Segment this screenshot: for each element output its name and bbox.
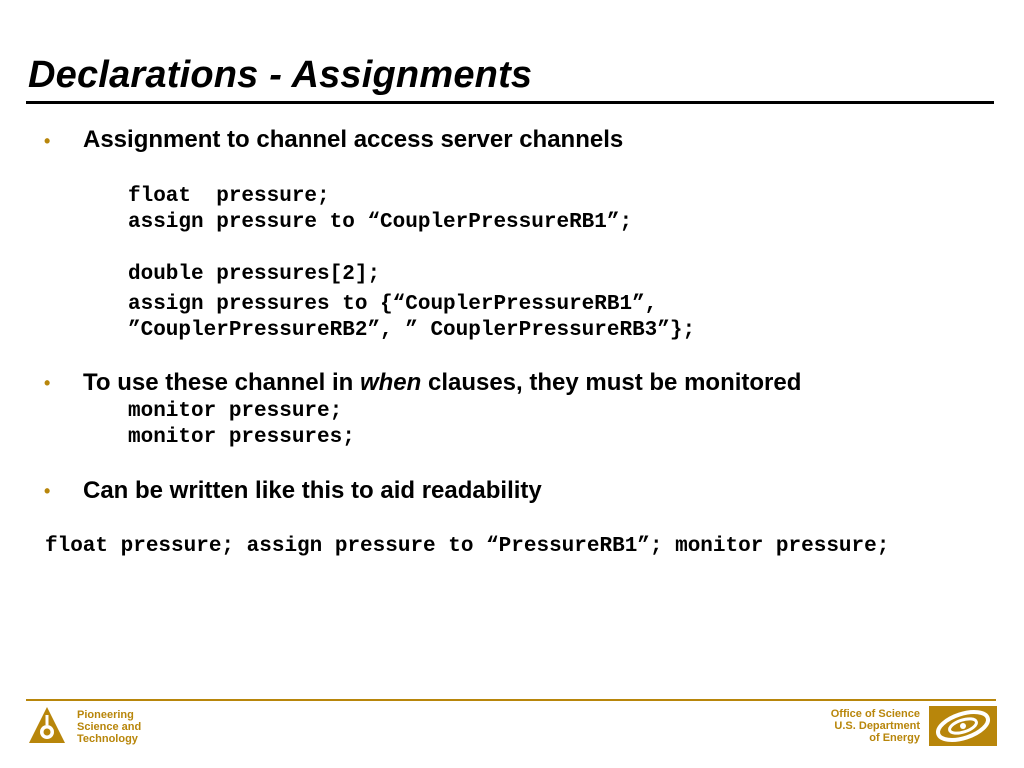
bullet-icon: •	[44, 131, 51, 151]
title-divider	[26, 101, 994, 104]
footer-left-line: Technology	[77, 733, 138, 745]
bullet-2-text-start: To use these channel in	[83, 369, 360, 396]
slide-title: Declarations - Assignments	[28, 54, 533, 96]
code-line: assign pressures to {“CouplerPressureRB1”,	[128, 293, 658, 316]
code-line: ”CouplerPressureRB2”, ” CouplerPressureRB3”};	[128, 319, 696, 342]
code-line: double pressures[2];	[128, 263, 381, 286]
footer-divider	[26, 699, 996, 701]
bullet-2-emphasis: when	[359, 369, 422, 396]
bullet-1-text: Assignment to channel access server channels	[83, 126, 624, 153]
footer-right-line: Office of Science	[830, 708, 920, 720]
bullet-2-text	[83, 369, 801, 397]
argonne-logo-icon	[27, 705, 67, 745]
footer-left-line: Science and	[77, 721, 142, 733]
code-line: monitor pressures;	[128, 426, 355, 449]
code-line: float pressure; assign pressure to “PressureRB1”; monitor pressure;	[45, 535, 890, 558]
footer-right-text	[831, 708, 920, 744]
code-line: assign pressure to “CouplerPressureRB1”;	[128, 211, 633, 234]
doe-logo-icon	[929, 706, 997, 746]
code-line: float pressure;	[128, 185, 330, 208]
bullet-3-text: Can be written like this to aid readability	[83, 477, 542, 504]
footer-left-text	[77, 709, 141, 745]
bullet-icon: •	[44, 481, 51, 501]
footer-right-line: U.S. Department	[834, 720, 920, 732]
code-line: monitor pressure;	[128, 400, 343, 423]
bullet-2-text-end: clauses, they must be monitored	[421, 369, 802, 396]
footer-right-line: of Energy	[869, 732, 920, 744]
footer-left-line: Pioneering	[77, 709, 134, 721]
bullet-icon: •	[44, 373, 51, 393]
